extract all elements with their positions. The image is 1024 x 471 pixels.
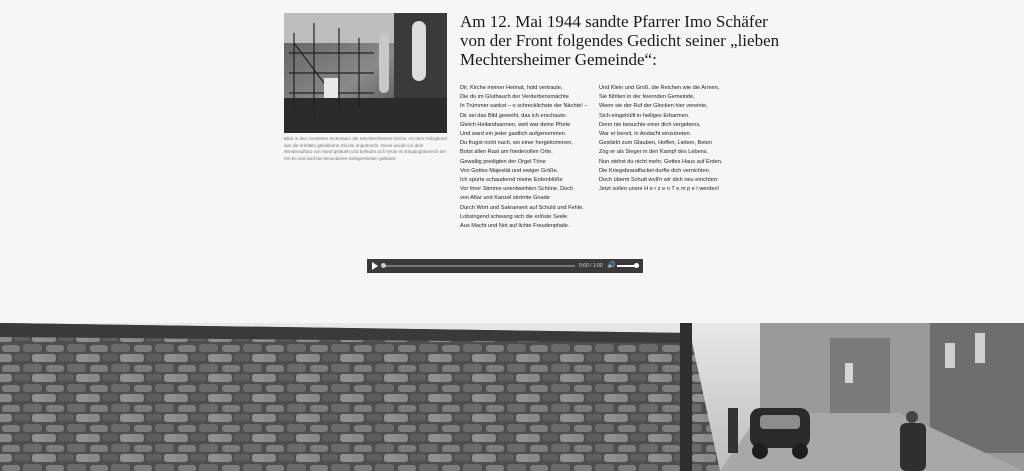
time-display: 0:00 / 1:00 — [579, 263, 603, 269]
progress-knob[interactable] — [381, 263, 386, 268]
poem-column-right: Und Klein und Groß, die Reichen wie die Armen, Sie fühlten in der feiernden Gemeinde, Wenn sie der Ruf der Glocken hier vereinte, Sich eingehüllt in heiliges Erbarmen. Denn nie besuchte einer dich vergebens, War er bereit, in Andacht einzutreten. Gestärkt zum Glauben, Hoffen, Lieben, Beten Zog er als Sieger in den Kampf des Lebens. Nun stehst du nicht mehr, Gottes Haus auf Erden. Die Kriegsbrandfackel durfte dich vernichten. Doch überm Schutt woll'n wir dich neu errichten: Jetzt sollen unsre H e r z e n T e m p e l werden! — [599, 85, 723, 193]
page-title: Am 12. Mai 1944 sandte Pfarrer Imo Schäfer von der Front folgendes Gedicht seiner „lieben Mechtersheimer Gemeinde“: — [460, 12, 780, 69]
street-photo — [0, 323, 1024, 471]
volume-knob[interactable] — [634, 263, 639, 268]
street-wall-image — [0, 323, 1024, 471]
progress-bar[interactable] — [383, 265, 575, 267]
volume-icon[interactable]: 🔊 — [607, 262, 616, 269]
poem-column-left: Dir, Kirche meiner Heimat, hold vertraute, Die du im Gluthauch der Verderbensmächte In Trümmer sankst – o schrecklichste der Nächte! – Dir sei das Bild geweiht, das ich erschaute: Gleich Heilandsarmen, weit war deine Pforte Und ward ein jeder gastlich aufgenommen. Du frugst nicht nach, wo einer hergekommen, Botst allen Rast am friedevollen Orte. Gewaltig predigten der Orgel Töne Von Gottes Majestät und ewiger Größe. Ich spürte schaudernd meine Erdenblöße Vor ihrer Stimme unentweihten Schöne. Doch von Altar und Kanzel strömte Gnade Durch Wort und Sakrament auf Schuld und Fehle. Lobsingend schwang sich die erlöste Seele Aus Macht und Not auf lichte Freudenpfade. — [460, 85, 588, 230]
play-icon[interactable] — [372, 262, 378, 270]
church-ruin-photo — [284, 13, 447, 133]
church-ruin-image — [284, 13, 447, 133]
audio-player — [367, 259, 643, 273]
photo-caption: Blick in den zerstörten Innenraum der Mechtersheimer Kirche. An dem Holzgerüst war die erhalten gebliebene Glocke angebracht. Diese wurde vor dem Wiederaufbau von Hand geläutet und befindet sich heute im Eingangsbereich der Kirche und wird bei besonderen Gelegenheiten geläutet. — [284, 136, 447, 161]
